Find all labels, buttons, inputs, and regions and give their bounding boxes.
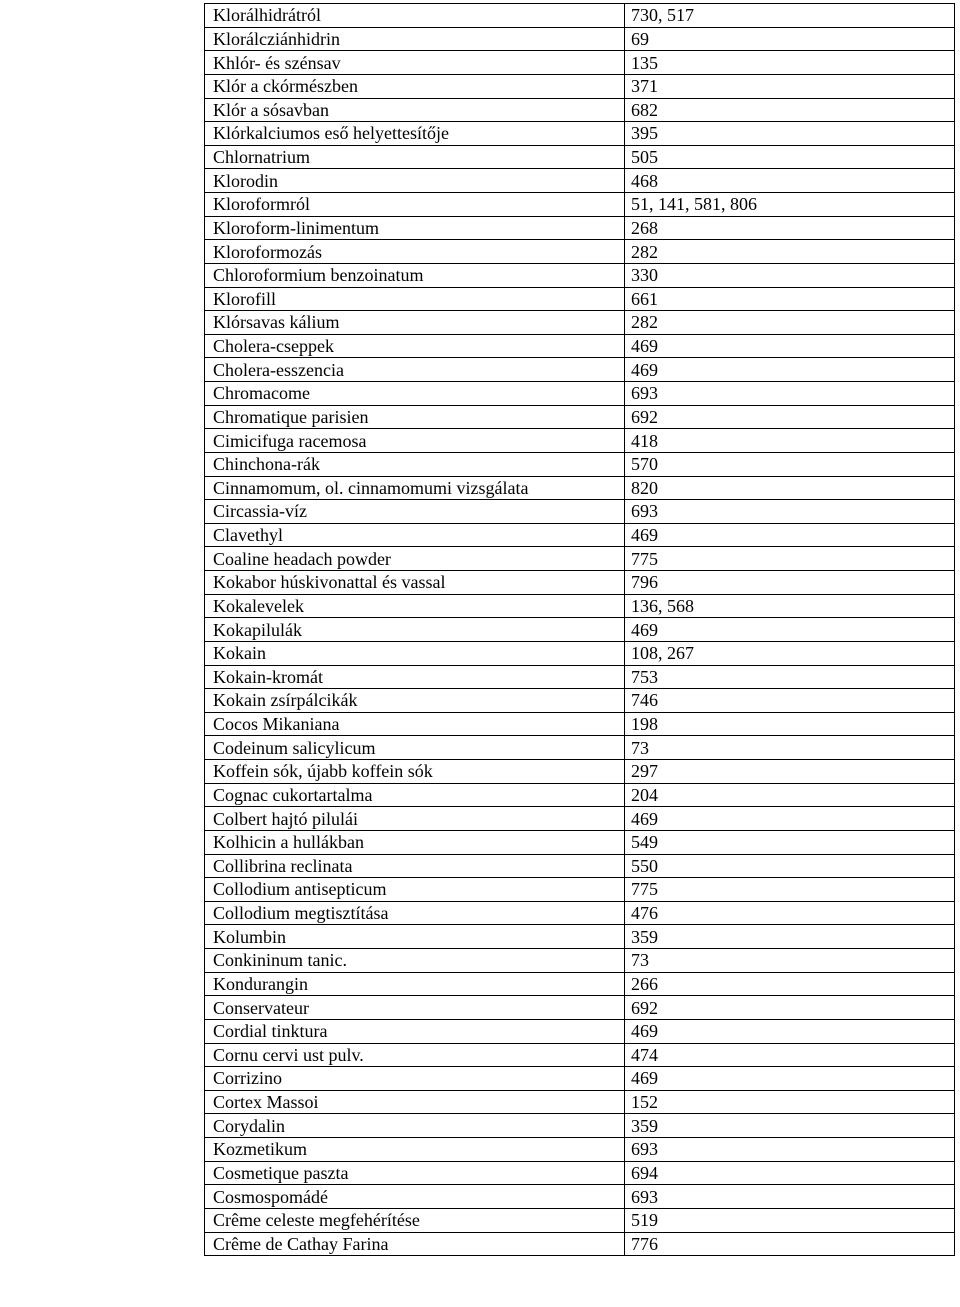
page-numbers: 692 xyxy=(625,996,955,1020)
index-term: Kozmetikum xyxy=(205,1138,625,1162)
page-numbers: 820 xyxy=(625,476,955,500)
page-numbers: 469 xyxy=(625,807,955,831)
page-numbers: 796 xyxy=(625,571,955,595)
page-numbers: 469 xyxy=(625,358,955,382)
table-row xyxy=(205,334,955,358)
table-row xyxy=(205,665,955,689)
index-term: Cinnamomum, ol. cinnamomumi vizsgálata xyxy=(205,476,625,500)
page-numbers: 570 xyxy=(625,452,955,476)
page-numbers: 136, 568 xyxy=(625,594,955,618)
table-row xyxy=(205,854,955,878)
index-term: Kolumbin xyxy=(205,925,625,949)
table-row xyxy=(205,429,955,453)
page-numbers: 661 xyxy=(625,287,955,311)
index-term: Cholera-cseppek xyxy=(205,334,625,358)
index-term: Klór a sósavban xyxy=(205,98,625,122)
table-row xyxy=(205,878,955,902)
table-row xyxy=(205,193,955,217)
index-term: Conkininum tanic. xyxy=(205,949,625,973)
page-numbers: 282 xyxy=(625,240,955,264)
index-term: Conservateur xyxy=(205,996,625,1020)
page-numbers: 468 xyxy=(625,169,955,193)
table-row xyxy=(205,216,955,240)
index-term: Cornu cervi ust pulv. xyxy=(205,1043,625,1067)
index-term: Corydalin xyxy=(205,1114,625,1138)
table-row xyxy=(205,452,955,476)
index-term: Kokalevelek xyxy=(205,594,625,618)
table-row xyxy=(205,1019,955,1043)
page-numbers: 469 xyxy=(625,523,955,547)
page-numbers: 692 xyxy=(625,405,955,429)
table-row xyxy=(205,571,955,595)
index-term: Kloroform-linimentum xyxy=(205,216,625,240)
page-numbers: 69 xyxy=(625,27,955,51)
table-row xyxy=(205,1161,955,1185)
index-term: Cortex Massoi xyxy=(205,1090,625,1114)
table-row xyxy=(205,1067,955,1091)
index-term: Klór a ckórmészben xyxy=(205,74,625,98)
index-term: Colbert hajtó pilulái xyxy=(205,807,625,831)
table-row xyxy=(205,972,955,996)
index-term: Klorálhidrátról xyxy=(205,4,625,28)
table-row xyxy=(205,807,955,831)
index-term: Kokapilulák xyxy=(205,618,625,642)
table-row xyxy=(205,51,955,75)
index-table-body xyxy=(205,4,955,1256)
index-table xyxy=(204,3,955,1256)
table-row xyxy=(205,783,955,807)
page-numbers: 746 xyxy=(625,689,955,713)
table-row xyxy=(205,901,955,925)
index-term: Cocos Mikaniana xyxy=(205,712,625,736)
index-term: Klorálcziánhidrin xyxy=(205,27,625,51)
page-numbers: 268 xyxy=(625,216,955,240)
index-term: Corrizino xyxy=(205,1067,625,1091)
index-term: Khlór- és szénsav xyxy=(205,51,625,75)
table-row xyxy=(205,169,955,193)
index-term: Cordial tinktura xyxy=(205,1019,625,1043)
table-row xyxy=(205,476,955,500)
page-numbers: 73 xyxy=(625,949,955,973)
table-row xyxy=(205,98,955,122)
page-numbers: 371 xyxy=(625,74,955,98)
page-numbers: 469 xyxy=(625,1019,955,1043)
page-numbers: 198 xyxy=(625,712,955,736)
index-term: Circassia-víz xyxy=(205,500,625,524)
table-row xyxy=(205,358,955,382)
index-term: Cosmospomádé xyxy=(205,1185,625,1209)
table-row xyxy=(205,641,955,665)
page-numbers: 135 xyxy=(625,51,955,75)
index-term: Klorofill xyxy=(205,287,625,311)
page-numbers: 519 xyxy=(625,1208,955,1232)
table-row xyxy=(205,1090,955,1114)
table-row xyxy=(205,1138,955,1162)
index-term: Kokabor húskivonattal és vassal xyxy=(205,571,625,595)
table-row xyxy=(205,925,955,949)
index-term: Kloroformozás xyxy=(205,240,625,264)
page-numbers: 152 xyxy=(625,1090,955,1114)
index-term: Collibrina reclinata xyxy=(205,854,625,878)
table-row xyxy=(205,311,955,335)
page-numbers: 476 xyxy=(625,901,955,925)
table-row xyxy=(205,523,955,547)
page-numbers: 775 xyxy=(625,547,955,571)
index-term: Clavethyl xyxy=(205,523,625,547)
page-numbers: 108, 267 xyxy=(625,641,955,665)
page-numbers: 549 xyxy=(625,830,955,854)
table-row xyxy=(205,382,955,406)
page-numbers: 469 xyxy=(625,1067,955,1091)
page-numbers: 730, 517 xyxy=(625,4,955,28)
page-numbers: 505 xyxy=(625,145,955,169)
table-row xyxy=(205,996,955,1020)
table-row xyxy=(205,594,955,618)
table-row xyxy=(205,240,955,264)
index-term: Coaline headach powder xyxy=(205,547,625,571)
index-term: Chinchona-rák xyxy=(205,452,625,476)
page-numbers: 694 xyxy=(625,1161,955,1185)
table-row xyxy=(205,689,955,713)
page-numbers: 51, 141, 581, 806 xyxy=(625,193,955,217)
page-numbers: 693 xyxy=(625,500,955,524)
page-numbers: 776 xyxy=(625,1232,955,1256)
index-term: Chromacome xyxy=(205,382,625,406)
table-row xyxy=(205,760,955,784)
table-row xyxy=(205,4,955,28)
page-numbers: 297 xyxy=(625,760,955,784)
table-row xyxy=(205,287,955,311)
page-numbers: 282 xyxy=(625,311,955,335)
page-numbers: 693 xyxy=(625,1138,955,1162)
index-term: Chloroformium benzoinatum xyxy=(205,263,625,287)
page-numbers: 469 xyxy=(625,618,955,642)
index-term: Klórkalciumos eső helyettesítője xyxy=(205,122,625,146)
table-row xyxy=(205,736,955,760)
index-term: Kondurangin xyxy=(205,972,625,996)
index-term: Kokain zsírpálcikák xyxy=(205,689,625,713)
index-term: Chlornatrium xyxy=(205,145,625,169)
page-numbers: 418 xyxy=(625,429,955,453)
table-row xyxy=(205,405,955,429)
index-term: Klorodin xyxy=(205,169,625,193)
table-row xyxy=(205,1208,955,1232)
table-row xyxy=(205,122,955,146)
table-row xyxy=(205,830,955,854)
page-numbers: 395 xyxy=(625,122,955,146)
table-row xyxy=(205,1043,955,1067)
page-numbers: 359 xyxy=(625,1114,955,1138)
page-numbers: 330 xyxy=(625,263,955,287)
page-numbers: 550 xyxy=(625,854,955,878)
page-numbers: 693 xyxy=(625,382,955,406)
index-term: Kolhicin a hullákban xyxy=(205,830,625,854)
page-numbers: 266 xyxy=(625,972,955,996)
index-term: Cosmetique paszta xyxy=(205,1161,625,1185)
page-numbers: 469 xyxy=(625,334,955,358)
table-row xyxy=(205,1185,955,1209)
page-numbers: 73 xyxy=(625,736,955,760)
table-row xyxy=(205,500,955,524)
index-term: Collodium antisepticum xyxy=(205,878,625,902)
index-term: Crême de Cathay Farina xyxy=(205,1232,625,1256)
table-row xyxy=(205,27,955,51)
table-row xyxy=(205,949,955,973)
index-term: Cimicifuga racemosa xyxy=(205,429,625,453)
index-term: Kokain-kromát xyxy=(205,665,625,689)
index-term: Crême celeste megfehérítése xyxy=(205,1208,625,1232)
index-term: Cholera-esszencia xyxy=(205,358,625,382)
page-numbers: 204 xyxy=(625,783,955,807)
page-numbers: 753 xyxy=(625,665,955,689)
table-row xyxy=(205,1114,955,1138)
page-numbers: 775 xyxy=(625,878,955,902)
index-term: Collodium megtisztítása xyxy=(205,901,625,925)
index-term: Klórsavas kálium xyxy=(205,311,625,335)
table-row xyxy=(205,712,955,736)
table-row xyxy=(205,1232,955,1256)
table-row xyxy=(205,263,955,287)
index-term: Codeinum salicylicum xyxy=(205,736,625,760)
index-term: Kloroformról xyxy=(205,193,625,217)
index-term: Kokain xyxy=(205,641,625,665)
table-row xyxy=(205,547,955,571)
page-numbers: 693 xyxy=(625,1185,955,1209)
index-term: Chromatique parisien xyxy=(205,405,625,429)
index-term: Cognac cukortartalma xyxy=(205,783,625,807)
page-numbers: 682 xyxy=(625,98,955,122)
table-row xyxy=(205,145,955,169)
page-numbers: 359 xyxy=(625,925,955,949)
table-row xyxy=(205,74,955,98)
index-term: Koffein sók, újabb koffein sók xyxy=(205,760,625,784)
table-row xyxy=(205,618,955,642)
page-numbers: 474 xyxy=(625,1043,955,1067)
